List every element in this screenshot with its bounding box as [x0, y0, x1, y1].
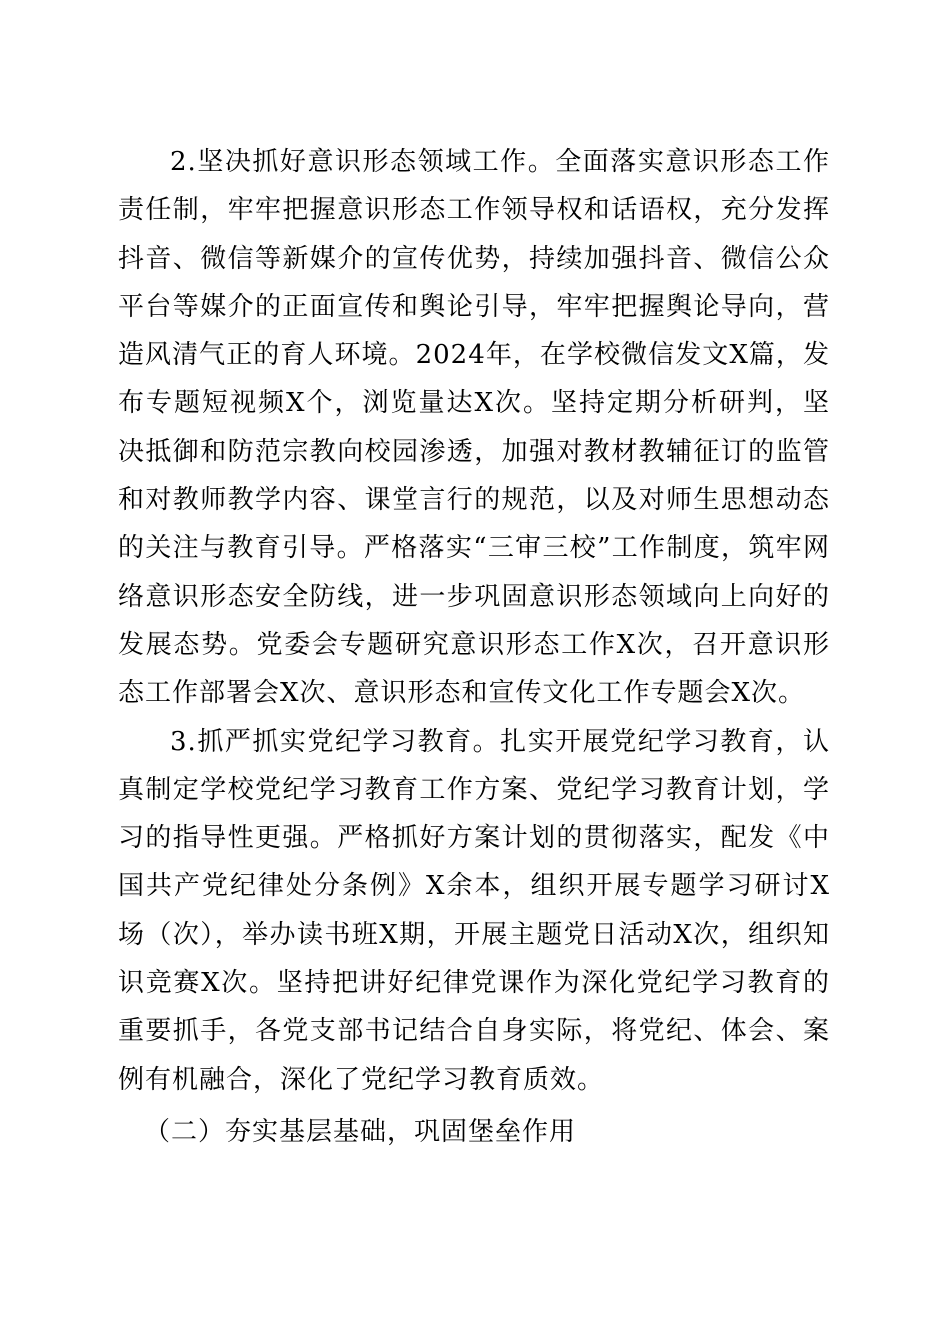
section-heading: （二）夯实基层基础，巩固堡垒作用	[144, 1116, 577, 1147]
document-body	[118, 138, 830, 1156]
paragraph-party-discipline: 3.抓严抓实党纪学习教育。扎实开展党纪学习教育，认真制定学校党纪学习教育工作方案、党纪学习教育计划，学习的指导性更强。严格抓好方案计划的贯彻落实，配发《中国共产党纪律处分条例》X余本，组织开展专题学习研讨X场（次），举办读书班X期，开展主题党日活动X次，组织知识竞赛X次。坚持把讲好纪律党课作为深化党纪学习教育的重要抓手，各党支部书记结合自身实际，将党纪、体会、案例有机融合，深化了党纪学习教育质效。	[118, 726, 830, 1095]
paragraph-ideology-work: 2.坚决抓好意识形态领域工作。全面落实意识形态工作责任制，牢牢把握意识形态工作领导权和话语权，充分发挥抖音、微信等新媒介的宣传优势，持续加强抖音、微信公众平台等媒介的正面宣传和舆论引导，牢牢把握舆论导向，营造风清气正的育人环境。2024年，在学校微信发文X篇，发布专题短视频X个，浏览量达X次。坚持定期分析研判，坚决抵御和防范宗教向校园渗透，加强对教材教辅征订的监管和对教师教学内容、课堂言行的规范，以及对师生思想动态的关注与教育引导。严格落实“三审三校”工作制度，筑牢网络意识形态安全防线，进一步巩固意识形态领域向上向好的发展态势。党委会专题研究意识形态工作X次，召开意识形态工作部署会X次、意识形态和宣传文化工作专题会X次。	[118, 147, 830, 709]
